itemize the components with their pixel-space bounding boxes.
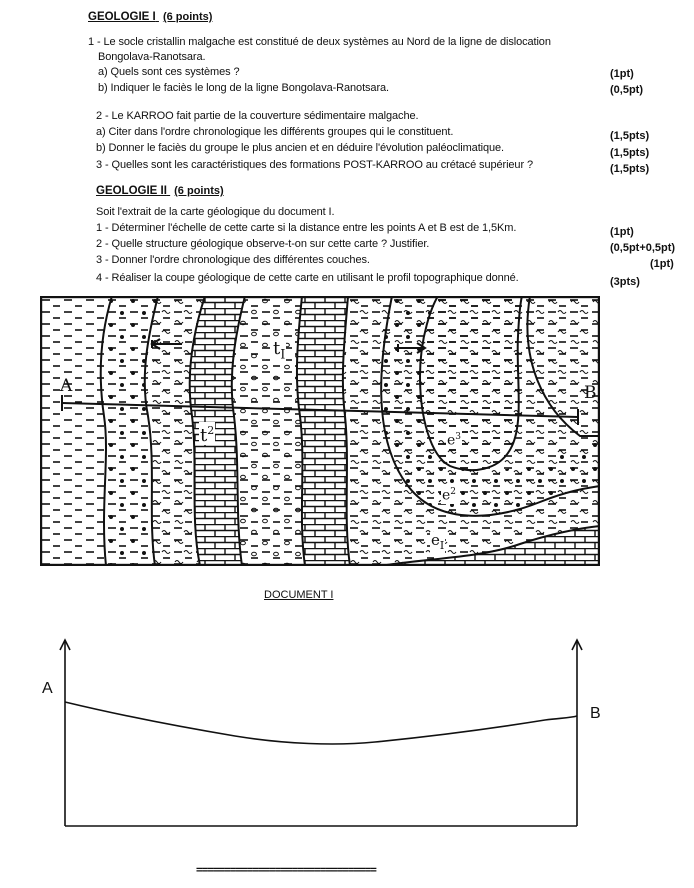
g2-q4-points: (3pts)	[610, 276, 640, 288]
map-label-e3	[446, 429, 462, 449]
map-label-e2-sup: 2	[450, 487, 457, 497]
g2-intro: Soit l'extrait de la carte géologique du document I.	[96, 206, 335, 218]
g2-q1: 1 - Déterminer l'échelle de cette carte si la distance entre les points A et B est de 1,5Km.	[96, 222, 517, 234]
map-label-e2	[441, 484, 457, 504]
g1-q1a: a) Quels sont ces systèmes ?	[98, 66, 240, 78]
g1-q2a: a) Citer dans l'ordre chronologique les différents groupes qui le constituent.	[96, 126, 454, 138]
g1-q2-intro: 2 - Le KARROO fait partie de la couverture sédimentaire malgache.	[96, 110, 419, 122]
g2-q2: 2 - Quelle structure géologique observe-t-on sur cette carte ? Justifier.	[96, 238, 430, 250]
page-separator: ================================	[196, 863, 376, 876]
g1-q2b-points: (1,5pts)	[610, 147, 650, 159]
layer-conglomerate-center	[232, 296, 305, 566]
layer-shale-core	[420, 296, 522, 470]
g1-q1a-points: (1pt)	[610, 68, 634, 80]
g1-q3-points: (1,5pts)	[610, 163, 650, 175]
map-label-t1-letter: t	[273, 338, 281, 359]
g2-q4: 4 - Réaliser la coupe géologique de cette carte en utilisant le profil topographique donné.	[96, 272, 519, 284]
g2-q1-points: (1pt)	[610, 226, 634, 238]
topographic-profile	[55, 636, 595, 836]
g2-q3-points: (1pt)	[650, 258, 674, 270]
map-point-a: A	[60, 376, 73, 396]
map-label-e2-letter: e	[442, 487, 451, 504]
geologie1-title-text: GEOLOGIE I	[88, 11, 156, 23]
map-label-e1-sub: I	[439, 539, 445, 552]
map-label-t2-letter: t	[200, 425, 208, 446]
map-label-t1	[272, 340, 286, 365]
profile-point-b: B	[590, 705, 601, 722]
map-label-t1-sub: I	[280, 347, 286, 363]
g1-q2a-points: (1,5pts)	[610, 130, 650, 142]
geologie2-points: (6 points)	[174, 185, 224, 197]
geologie1-title	[88, 11, 212, 23]
map-label-e1	[430, 532, 445, 554]
profile-point-a: A	[42, 680, 53, 697]
map-label-t2	[199, 422, 215, 445]
g1-q1b: b) Indiquer le faciès le long de la ligne Bongolava-Ranotsara.	[98, 82, 389, 94]
geologie2-title-text: GEOLOGIE II	[96, 185, 167, 197]
g1-q1-intro: 1 - Le socle cristallin malgache est constitué de deux systèmes au Nord de la ligne de dislocation	[88, 36, 551, 48]
document-caption: DOCUMENT I	[264, 589, 334, 601]
profile-terrain-line	[65, 702, 577, 744]
geological-map	[40, 296, 600, 566]
geologie1-points: (6 points)	[162, 11, 213, 23]
g2-q3: 3 - Donner l'ordre chronologique des différentes couches.	[96, 254, 370, 266]
map-label-e1-letter: e	[431, 531, 440, 549]
g2-q2-points: (0,5pt+0,5pt)	[610, 242, 676, 254]
layer-limestone-right	[297, 296, 350, 566]
map-label-t2-sup: 2	[207, 424, 215, 437]
g1-q2b: b) Donner le faciès du groupe le plus ancien et en déduire l'évolution paléoclimatique.	[96, 142, 505, 154]
map-label-e3-letter: e	[447, 432, 456, 449]
g1-q1-intro2: Bongolava-Ranotsara.	[98, 51, 206, 63]
g1-q3: 3 - Quelles sont les caractéristiques des formations POST-KARROO au crétacé supérieur ?	[96, 159, 533, 171]
geologie2-title	[96, 185, 224, 197]
map-label-e3-sup: 3	[455, 432, 462, 442]
map-point-b: B	[584, 383, 597, 403]
g1-q1b-points: (0,5pt)	[610, 84, 643, 96]
